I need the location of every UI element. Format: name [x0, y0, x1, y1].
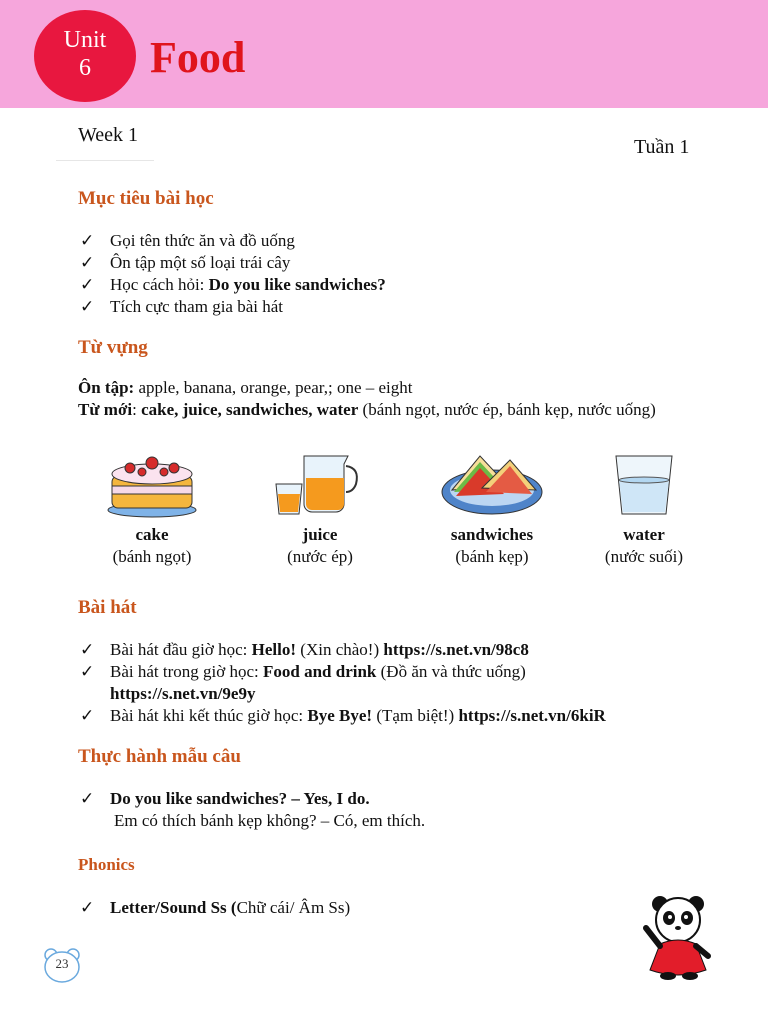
song-title: Hello! — [251, 640, 297, 659]
sandwich-icon — [440, 452, 544, 518]
vocab-word: water — [623, 525, 665, 544]
vocab-meaning: (bánh kẹp) — [455, 547, 529, 566]
vocab-item-cake — [82, 452, 222, 568]
check-icon: ✓ — [80, 640, 95, 659]
new-words-line — [78, 399, 718, 421]
water-glass-icon — [598, 452, 690, 518]
juice-icon — [274, 452, 366, 518]
check-icon: ✓ — [80, 706, 95, 725]
check-icon: ✓ — [80, 297, 95, 316]
song-text: Bài hát trong giờ học: — [110, 662, 263, 681]
phonics-item-bold: Letter/Sound Ss ( — [110, 898, 237, 917]
song-text: Bài hát khi kết thúc giờ học: — [110, 706, 308, 725]
vocab-item-water — [574, 452, 714, 568]
song-link[interactable]: https://s.net.vn/6kiR — [458, 706, 606, 725]
vocab-word: cake — [135, 525, 169, 544]
check-icon: ✓ — [80, 662, 95, 681]
separator: : — [132, 400, 142, 419]
song-link[interactable]: https://s.net.vn/98c8 — [383, 640, 529, 659]
list-item — [78, 296, 738, 318]
cake-icon — [106, 452, 198, 518]
review-words: apple, banana, orange, pear,; one – eight — [134, 378, 413, 397]
objectives-list — [78, 230, 738, 318]
objective-question: Do you like sandwiches? — [208, 275, 386, 294]
song-link[interactable]: https://s.net.vn/9e9y — [110, 684, 256, 703]
vocab-word: juice — [302, 525, 338, 544]
list-item — [78, 661, 738, 705]
vocab-item-sandwiches — [422, 452, 562, 568]
week-label: Week 1 — [78, 124, 139, 146]
list-item — [78, 274, 738, 296]
page-number: 23 — [55, 956, 69, 971]
objective-text: Gọi tên thức ăn và đồ uống — [110, 231, 295, 250]
objective-text: Tích cực tham gia bài hát — [110, 297, 284, 316]
check-icon: ✓ — [80, 789, 95, 808]
song-translation: (Xin chào!) — [296, 640, 384, 659]
vocab-meaning: (nước ép) — [287, 547, 353, 566]
list-item — [78, 252, 738, 274]
review-label: Ôn tập: — [78, 378, 135, 397]
unit-word: Unit — [63, 27, 107, 53]
tuan-label: Tuần 1 — [634, 136, 690, 158]
patterns-heading: Thực hành mẫu câu — [78, 746, 241, 767]
page-number-badge — [42, 944, 82, 984]
check-icon: ✓ — [80, 253, 95, 272]
list-item — [78, 897, 738, 919]
check-icon: ✓ — [80, 898, 95, 917]
list-item — [78, 705, 738, 727]
unit-badge — [34, 10, 136, 102]
vocabulary-heading: Từ vựng — [78, 337, 148, 358]
pattern-question: Do you like sandwiches? – Yes, I do. — [110, 789, 370, 808]
unit-title: Food — [150, 33, 246, 82]
song-title: Food and drink — [263, 662, 377, 681]
list-item — [78, 230, 738, 252]
song-text: Bài hát đầu giờ học: — [110, 640, 252, 659]
objective-text: Học cách hỏi: — [110, 275, 209, 294]
new-words-label: Từ mới — [78, 400, 133, 419]
song-translation: (Đồ ăn và thức uống) — [376, 662, 526, 681]
vocab-meaning: (nước suối) — [604, 547, 684, 566]
songs-heading: Bài hát — [78, 597, 137, 618]
phonics-item-text: Chữ cái/ Âm Ss) — [236, 898, 351, 917]
pattern-block — [78, 788, 718, 832]
objectives-heading: Mục tiêu bài học — [78, 188, 214, 209]
review-line — [78, 377, 718, 399]
phonics-list — [78, 897, 738, 919]
song-title: Bye Bye! — [307, 706, 373, 725]
objective-text: Ôn tập một số loại trái cây — [110, 253, 291, 272]
check-icon: ✓ — [80, 231, 95, 250]
divider — [56, 160, 154, 161]
new-words: cake, juice, sandwiches, water — [141, 400, 359, 419]
unit-number: 6 — [79, 55, 91, 81]
songs-list — [78, 639, 738, 727]
new-words-meaning: (bánh ngọt, nước ép, bánh kẹp, nước uống) — [358, 400, 656, 419]
vocab-meaning: (bánh ngọt) — [112, 547, 192, 566]
panda-mascot-icon — [640, 892, 714, 982]
list-item — [78, 639, 738, 661]
vocabulary-text — [78, 377, 718, 421]
song-translation: (Tạm biệt!) — [372, 706, 459, 725]
check-icon: ✓ — [80, 275, 95, 294]
pattern-translation: Em có thích bánh kẹp không? – Có, em thích. — [114, 811, 426, 830]
vocab-item-juice — [250, 452, 390, 568]
phonics-heading: Phonics — [78, 855, 135, 874]
vocab-word: sandwiches — [450, 525, 534, 544]
